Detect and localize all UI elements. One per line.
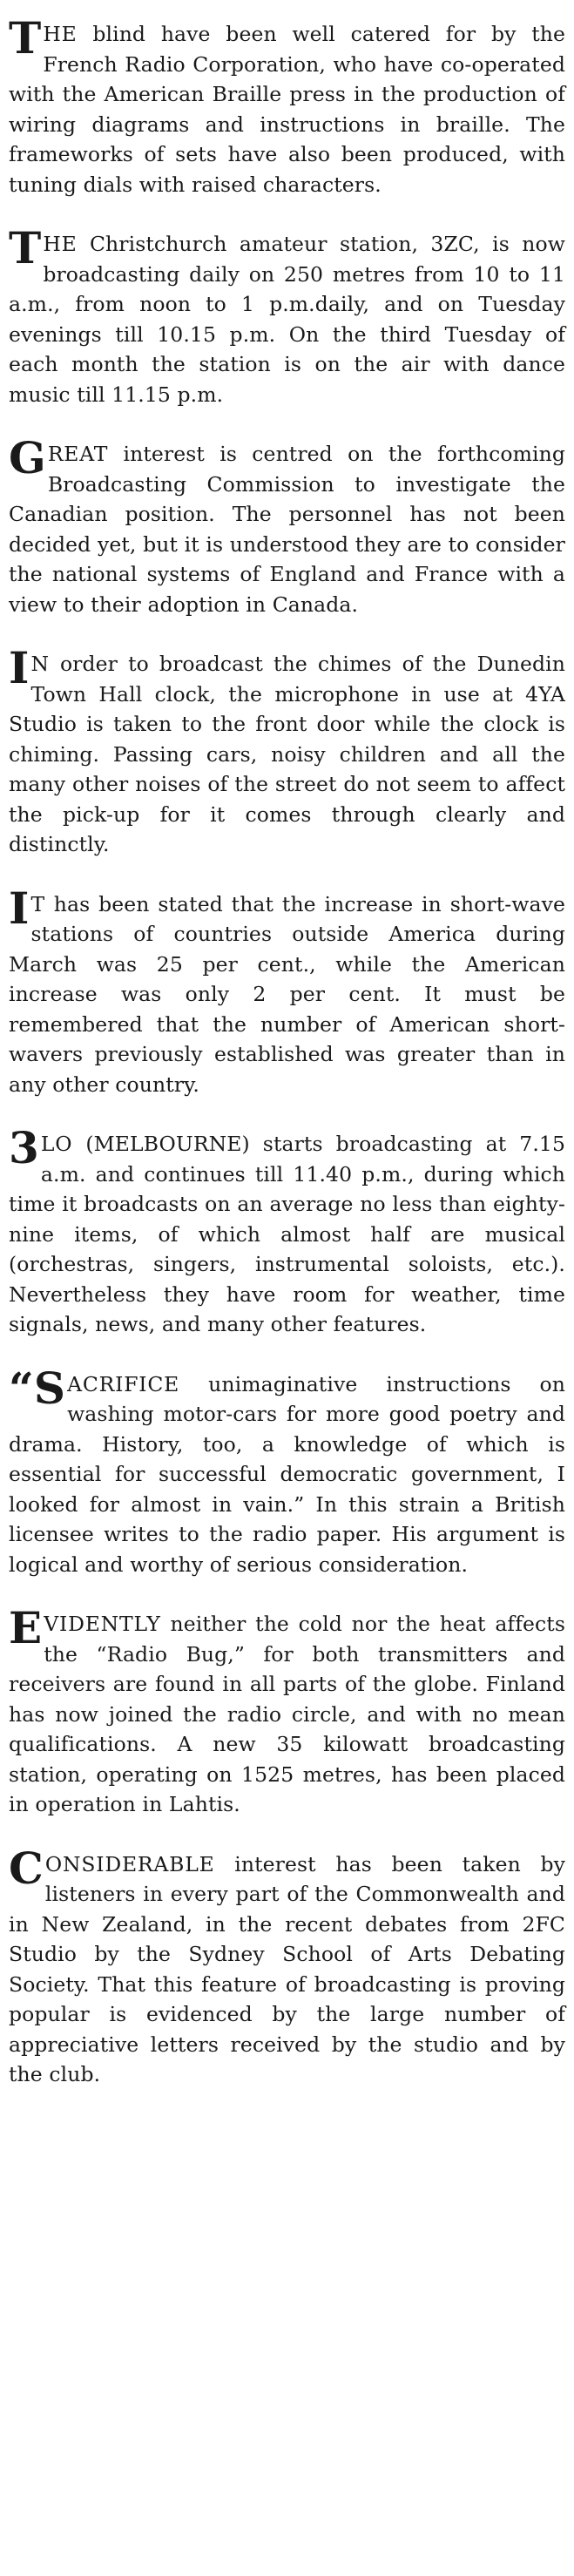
paragraph-text: interest has been taken by listeners in every part of the Commonwealth and in New Zealand, in the recent debates from 2FC Studio by the Sydney School of Arts Debating Society. That this feature of broadcasting is proving popular is evidenced by the large number of appreciative letters received by the studio and by the club. bbox=[9, 1851, 565, 2086]
drop-cap: C bbox=[9, 1842, 44, 1894]
drop-cap: I bbox=[9, 882, 30, 934]
drop-cap: 3 bbox=[9, 1122, 39, 1173]
lead-word: ONSIDERABLE bbox=[44, 1851, 215, 1876]
news-item-christchurch-3zc bbox=[9, 222, 565, 409]
paragraph-text: has been stated that the increase in short-wave stations of countries outside America during March was 25 per cent., while the American increase was only 2 per cent. It must be remembered that the number of American short-wavers previously established was greater than in any other country. bbox=[9, 891, 565, 1097]
drop-cap: T bbox=[9, 222, 42, 274]
drop-cap: E bbox=[9, 1602, 43, 1653]
news-item-sacrifice-letter bbox=[9, 1362, 565, 1580]
news-column bbox=[9, 12, 565, 2120]
news-item-finland-station bbox=[9, 1602, 565, 1820]
news-item-short-wave-increase bbox=[9, 882, 565, 1100]
drop-cap: I bbox=[9, 642, 30, 693]
paragraph-text: blind have been well catered for by the French Radio Corporation, who have co-operated with the American Braille press in the production of wiring diagrams and instructions in braille. The frameworks of sets have also been produced, with tuning dials with raised characters. bbox=[9, 22, 565, 197]
news-item-dunedin-chimes bbox=[9, 642, 565, 860]
lead-word: T bbox=[30, 891, 45, 916]
paragraph-text: unimaginative instructions on washing motor-cars for more good poetry and drama. History, too, a knowledge of which is essential for successful democratic government, I looked for almost in vain.” In this strain a British licensee writes to the radio paper. His argument is logical and worthy of serious consideration. bbox=[9, 1371, 565, 1577]
news-item-canadian-commission bbox=[9, 432, 565, 619]
lead-word: VIDENTLY bbox=[44, 1612, 161, 1636]
lead-word: N bbox=[30, 652, 50, 676]
paragraph-text: neither the cold nor the heat affects the “Radio Bug,” for both transmitters and receivers are found in all parts of the globe. Finland has now joined the radio circle, and with no mean qualifications. A new 35 kilowatt broadcasting station, operating on 1525 metres, has been placed in operation in Lahtis. bbox=[9, 1612, 565, 1816]
news-item-braille bbox=[9, 12, 565, 199]
paragraph-text: order to broadcast the chimes of the Dunedin Town Hall clock, the microphone in use at 4YA Studio is taken to the front door while the clock is chiming. Passing cars, noisy children and all the many other noises of the street do not seem to affect the pick-up for it comes through clearly and distinctly. bbox=[9, 652, 565, 856]
lead-word: ACRIFICE bbox=[67, 1371, 180, 1396]
paragraph-text: Christchurch amateur station, 3ZC, is now broadcasting daily on 250 metres from 10 to 11 a.m., from noon to 1 p.m.daily, and on Tuesday evenings till 10.15 p.m. On the third Tuesday of each month the station is on the air with dance music till 11.15 p.m. bbox=[9, 232, 565, 407]
drop-cap: G bbox=[9, 432, 46, 483]
paragraph-text: interest is centred on the forthcoming Broadcasting Commission to investigate the Canadian position. The personnel has not been decided yet, but it is understood they are to consider the national systems of England and France with a view to their adoption in Canada. bbox=[9, 442, 565, 617]
lead-word: LO bbox=[40, 1132, 73, 1156]
lead-word: REAT bbox=[47, 442, 109, 466]
lead-word: HE bbox=[43, 232, 78, 256]
drop-cap: T bbox=[9, 12, 42, 64]
news-item-3lo-melbourne bbox=[9, 1122, 565, 1340]
paragraph-text: (MELBOURNE) starts broadcasting at 7.15 a.m. and continues till 11.40 p.m., during which time it broadcasts on an average no less than eighty-nine items, of which almost half are musical (orchestras, singers, instrumental soloists, etc.). Nevertheless they have room for weather, time signals, news, and many other features. bbox=[9, 1132, 565, 1336]
news-item-2fc-debates bbox=[9, 1842, 565, 2090]
drop-cap: “S bbox=[9, 1362, 66, 1414]
lead-word: HE bbox=[43, 22, 78, 46]
